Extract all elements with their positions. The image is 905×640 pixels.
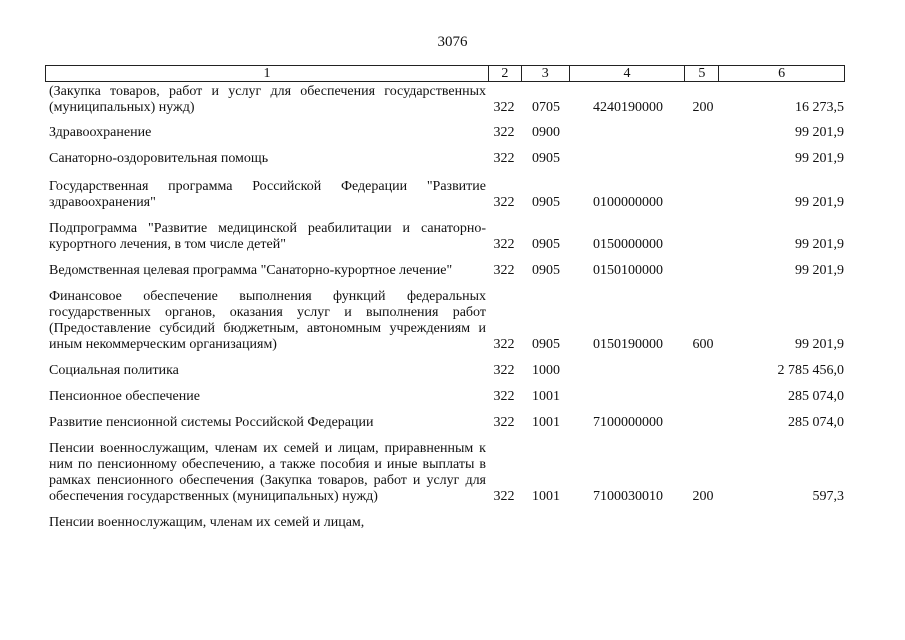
row-sum: 99 201,9 [795, 337, 844, 352]
row-name: Государственная программа Российской Федерации "Развитие здравоохранения" [49, 179, 486, 210]
table-row [45, 415, 845, 431]
row-sum: 2 785 456,0 [777, 363, 844, 378]
row-type: 200 [692, 100, 714, 115]
header-col-6: 6 [778, 66, 786, 81]
table-row [45, 441, 845, 505]
row-code: 322 [493, 151, 515, 166]
row-sum: 597,3 [812, 489, 844, 504]
row-name: Пенсии военнослужащим, членам их семей и лицам, приравненным к ним по пенсионному обеспечению, а также пособия и иные выплаты в рамках пенсионного обеспечения (Закупка товаров, работ и услуг для обеспечения государственных (муниципальных) нужд) [49, 441, 486, 504]
row-section: 1001 [532, 489, 560, 504]
row-code: 322 [493, 195, 515, 210]
row-name: Социальная политика [49, 363, 179, 378]
row-name: Развитие пенсионной системы Российской Федерации [49, 415, 374, 430]
row-code: 322 [493, 263, 515, 278]
row-target: 0150000000 [593, 237, 663, 252]
table-row [45, 221, 845, 253]
row-name: Финансовое обеспечение выполнения функций федеральных государственных органов, оказания услуг и выполнения работ (Предоставление субсидий бюджетным, автономным учреждениям и иным некоммерческим организациям) [49, 289, 486, 352]
row-code: 322 [493, 363, 515, 378]
table-row [45, 515, 845, 531]
row-target: 0150190000 [593, 337, 663, 352]
row-sum: 285 074,0 [788, 415, 844, 430]
row-section: 0905 [532, 195, 560, 210]
row-section: 0905 [532, 237, 560, 252]
row-name: Санаторно-оздоровительная помощь [49, 151, 269, 166]
row-code: 322 [493, 100, 515, 115]
row-name: Здравоохранение [49, 125, 152, 140]
row-name: Подпрограмма "Развитие медицинской реабилитации и санаторно-курортного лечения, в том числе детей" [49, 221, 486, 252]
row-section: 0705 [532, 100, 560, 115]
row-type: 200 [692, 489, 714, 504]
row-section: 0900 [532, 125, 560, 140]
row-code: 322 [493, 125, 515, 140]
header-col-4: 4 [570, 66, 686, 81]
row-sum: 99 201,9 [795, 125, 844, 140]
budget-table-body [45, 84, 845, 531]
row-section: 1000 [532, 363, 560, 378]
table-header [45, 65, 845, 82]
row-section: 0905 [532, 151, 560, 166]
row-target: 0150100000 [593, 263, 663, 278]
row-section: 0905 [532, 337, 560, 352]
row-target: 7100000000 [593, 415, 663, 430]
header-col-2: 2 [489, 66, 522, 81]
table-row [45, 151, 845, 167]
row-name: Ведомственная целевая программа "Санаторно-курортное лечение" [49, 263, 453, 278]
table-row [45, 125, 845, 141]
row-code: 322 [493, 237, 515, 252]
row-code: 322 [493, 415, 515, 430]
table-row [45, 263, 845, 279]
row-target: 7100030010 [593, 489, 663, 504]
table-row [45, 289, 845, 353]
row-section: 0905 [532, 263, 560, 278]
row-target: 0100000000 [593, 195, 663, 210]
row-sum: 99 201,9 [795, 151, 844, 166]
row-target: 4240190000 [593, 100, 663, 115]
header-col-3: 3 [522, 66, 570, 81]
row-code: 322 [493, 337, 515, 352]
row-name: Пенсионное обеспечение [49, 389, 200, 404]
row-name: Пенсии военнослужащим, членам их семей и лицам, [49, 515, 365, 530]
header-col-5: 5 [685, 66, 719, 81]
table-row [45, 363, 845, 379]
table-row [45, 389, 845, 405]
row-sum: 285 074,0 [788, 389, 844, 404]
header-col-1: 1 [46, 66, 489, 81]
table-row [45, 179, 845, 211]
row-section: 1001 [532, 415, 560, 430]
page-number: 3076 [437, 34, 468, 50]
row-sum: 99 201,9 [795, 237, 844, 252]
row-section: 1001 [532, 389, 560, 404]
row-name: (Закупка товаров, работ и услуг для обеспечения государственных (муниципальных) нужд) [49, 84, 486, 115]
table-row [45, 84, 845, 116]
row-code: 322 [493, 489, 515, 504]
row-sum: 99 201,9 [795, 263, 844, 278]
row-sum: 16 273,5 [795, 100, 844, 115]
row-type: 600 [692, 337, 714, 352]
row-code: 322 [493, 389, 515, 404]
row-sum: 99 201,9 [795, 195, 844, 210]
